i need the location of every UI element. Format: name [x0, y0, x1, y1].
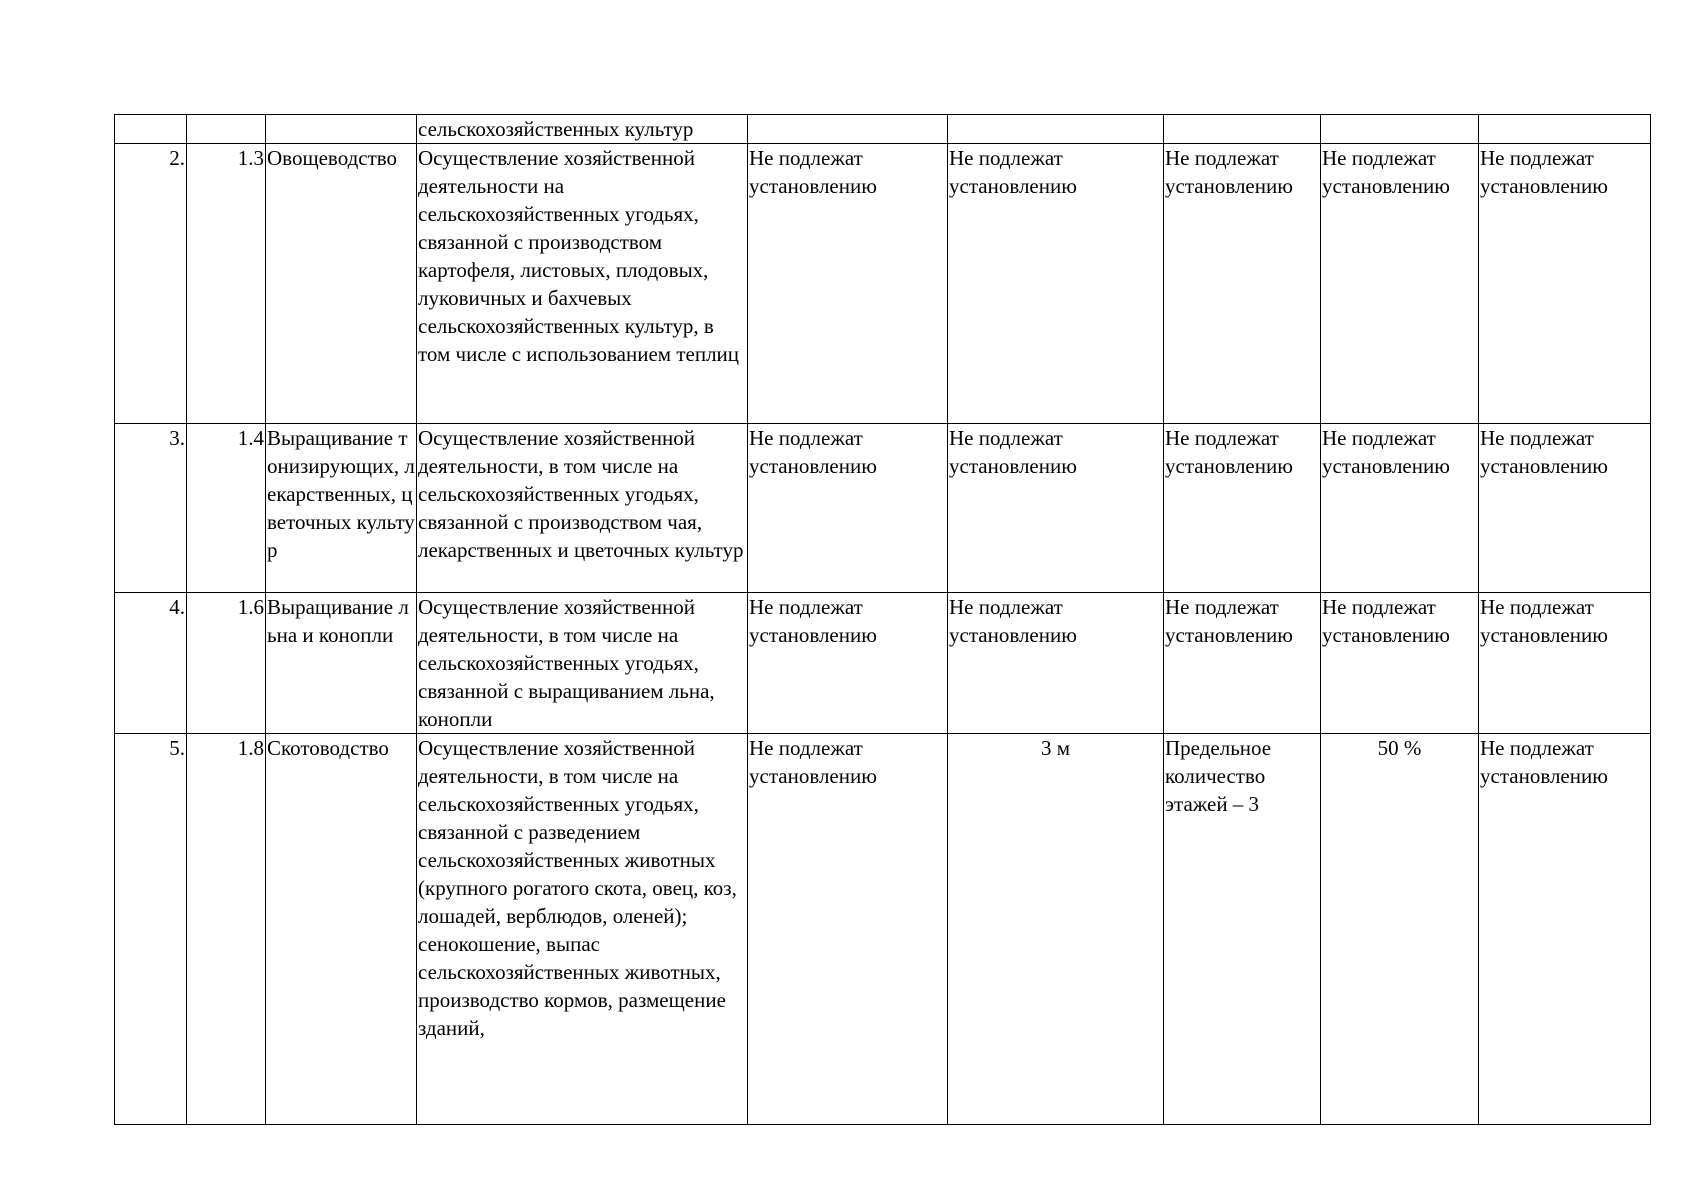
- parameter-cell: Не подлежат установлению: [1479, 734, 1651, 1125]
- parameter-cell: 3 м: [948, 734, 1164, 1125]
- table-row: [115, 593, 1651, 734]
- classifier-code: 1.8: [187, 734, 266, 1125]
- parameter-cell: Предельное количество этажей – 3: [1164, 734, 1321, 1125]
- parameter-cell: Не подлежат установлению: [1479, 144, 1651, 424]
- table-row: [115, 424, 1651, 593]
- cell-empty: [948, 115, 1164, 144]
- table-row: [115, 734, 1651, 1125]
- use-type-description: Осуществление хозяйственной деятельности, в том числе на сельскохозяйственных угодьях, связанной с разведением сельскохозяйственных животных (крупного рогатого скота, овец, коз, лошадей, верблюдов, оленей); сенокошение, выпас сельскохозяйственных животных, производство кормов, размещение зданий,: [417, 734, 748, 1125]
- parameter-cell: 50 %: [1321, 734, 1479, 1125]
- cell-empty: [748, 115, 948, 144]
- row-number: 4.: [115, 593, 187, 734]
- use-type-name: Выращивание тонизирующих, лекарственных, цветочных культур: [266, 424, 417, 593]
- use-type-name: Выращивание льна и конопли: [266, 593, 417, 734]
- use-type-description: Осуществление хозяйственной деятельности на сельскохозяйственных угодьях, связанной с производством картофеля, листовых, плодовых, луковичных и бахчевых сельскохозяйственных культур, в том числе с использованием теплиц: [417, 144, 748, 424]
- cell-empty: [1321, 115, 1479, 144]
- parameter-cell: Не подлежат установлению: [1164, 593, 1321, 734]
- parameter-cell: Не подлежат установлению: [948, 424, 1164, 593]
- use-type-description: Осуществление хозяйственной деятельности, в том числе на сельскохозяйственных угодьях, связанной с выращиванием льна, конопли: [417, 593, 748, 734]
- parameter-cell: Не подлежат установлению: [748, 734, 948, 1125]
- cell-empty: [187, 115, 266, 144]
- parameter-cell: Не подлежат установлению: [1479, 424, 1651, 593]
- row-number: 5.: [115, 734, 187, 1125]
- use-type-description: Осуществление хозяйственной деятельности, в том числе на сельскохозяйственных угодьях, связанной с производством чая, лекарственных и цветочных культур: [417, 424, 748, 593]
- parameter-cell: Не подлежат установлению: [748, 144, 948, 424]
- cell-empty: [1164, 115, 1321, 144]
- regulations-table: [114, 114, 1651, 1125]
- cell-empty: [115, 115, 187, 144]
- cell-empty: [266, 115, 417, 144]
- parameter-cell: Не подлежат установлению: [748, 593, 948, 734]
- parameter-cell: Не подлежат установлению: [948, 144, 1164, 424]
- parameter-cell: Не подлежат установлению: [1164, 424, 1321, 593]
- parameter-cell: Не подлежат установлению: [1321, 424, 1479, 593]
- classifier-code: 1.4: [187, 424, 266, 593]
- use-type-name: Скотоводство: [266, 734, 417, 1125]
- table-row-continuation: [115, 115, 1651, 144]
- parameter-cell: Не подлежат установлению: [748, 424, 948, 593]
- cell-empty: [1479, 115, 1651, 144]
- use-type-name: Овощеводство: [266, 144, 417, 424]
- classifier-code: 1.3: [187, 144, 266, 424]
- parameter-cell: Не подлежат установлению: [1321, 593, 1479, 734]
- parameter-cell: Не подлежат установлению: [948, 593, 1164, 734]
- classifier-code: 1.6: [187, 593, 266, 734]
- parameter-cell: Не подлежат установлению: [1321, 144, 1479, 424]
- parameter-cell: Не подлежат установлению: [1164, 144, 1321, 424]
- table-row: [115, 144, 1651, 424]
- parameter-cell: Не подлежат установлению: [1479, 593, 1651, 734]
- row-number: 2.: [115, 144, 187, 424]
- continuation-description: сельскохозяйственных культур: [417, 115, 748, 144]
- row-number: 3.: [115, 424, 187, 593]
